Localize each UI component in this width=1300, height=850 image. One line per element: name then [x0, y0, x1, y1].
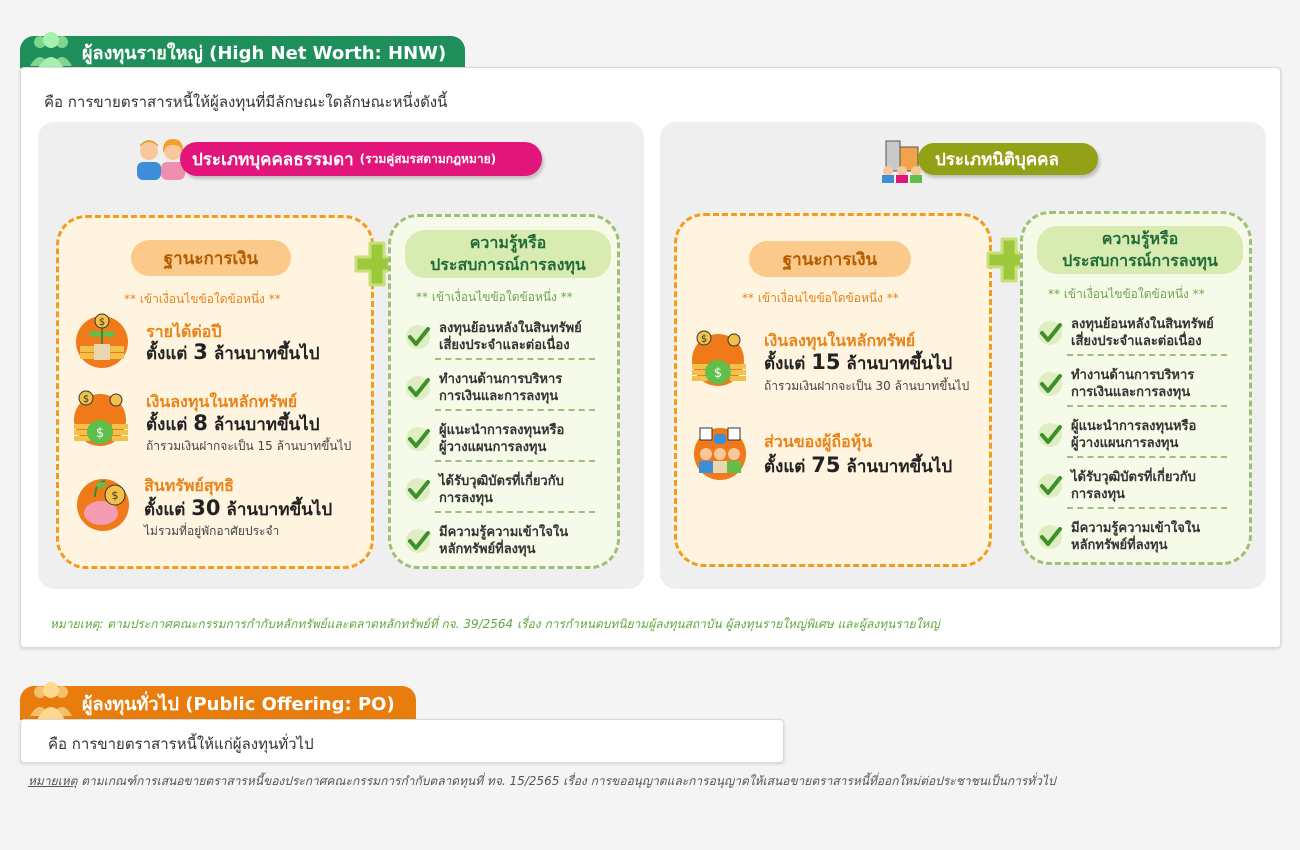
check-icon — [405, 477, 431, 503]
knowledge-item-line-2: ผู้วางแผนการลงทุน — [439, 440, 547, 455]
individual-knowledge-condition: ** เข้าเงื่อนไขข้อใดข้อหนึ่ง ** — [416, 290, 573, 304]
hnw-remark: หมายเหตุ: ตามประกาศคณะกรรมการกำกับหลักทรัพย์และตลาดหลักทรัพย์ที่ กจ. 39/2564 เรื่อง การกำหนดบทนิยามผู้ลงทุนสถาบัน ผู้ลงทุนรายใหญ่พิเศษ และผู้ลงทุนรายใหญ่ — [50, 617, 940, 631]
individual-financial-header: ฐานะการเงิน — [131, 240, 291, 276]
knowledge-item-line-2: การเงินและการลงทุน — [439, 389, 559, 404]
hnw-tab-label: ผู้ลงทุนรายใหญ่ (High Net Worth: HNW) — [82, 42, 447, 64]
knowledge-item-line-1: มีความรู้ความเข้าใจใน — [439, 525, 569, 540]
suffix: ล้านบาทขึ้นไป — [213, 415, 320, 435]
check-icon — [1037, 320, 1063, 346]
divider — [435, 511, 595, 513]
knowledge-item — [439, 473, 564, 507]
check-icon — [1037, 371, 1063, 397]
svg-text:$: $ — [111, 489, 119, 502]
knowledge-item-line-2: เสี่ยงประจำและต่อเนื่อง — [1071, 334, 1202, 349]
check-icon — [405, 426, 431, 452]
divider — [1067, 405, 1227, 407]
juristic-financial-condition: ** เข้าเงื่อนไขข้อใดข้อหนึ่ง ** — [742, 291, 899, 305]
jur-fin-item-1-note: ถ้ารวมเงินฝากจะเป็น 30 ล้านบาทขึ้นไป — [764, 379, 970, 393]
people-icon — [26, 30, 76, 72]
prefix: ตั้งแต่ — [764, 354, 806, 374]
suffix: ล้านบาทขึ้นไป — [213, 344, 320, 364]
po-remark-label: หมายเหตุ — [28, 774, 78, 788]
knowledge-item-line-1: ได้รับวุฒิบัตรที่เกี่ยวกับ — [1071, 470, 1196, 485]
po-intro: คือ การขายตราสารหนี้ให้แก่ผู้ลงทุนทั่วไป — [48, 735, 314, 753]
hnw-intro: คือ การขายตราสารหนี้ให้ผู้ลงทุนที่มีลักษณะใดลักษณะหนึ่งดังนี้ — [44, 93, 448, 111]
money-bag-icon — [690, 330, 746, 386]
ind-fin-item-3-title: สินทรัพย์สุทธิ — [144, 476, 234, 495]
knowledge-item — [1071, 316, 1214, 350]
knowledge-item-line-1: ทำงานด้านการบริหาร — [439, 372, 563, 387]
knowledge-item-line-2: หลักทรัพย์ที่ลงทุน — [1071, 538, 1168, 553]
svg-text:$: $ — [98, 317, 106, 328]
divider — [1067, 456, 1227, 458]
individual-financial-condition: ** เข้าเงื่อนไขข้อใดข้อหนึ่ง ** — [124, 292, 281, 306]
check-icon — [1037, 524, 1063, 550]
suffix: ล้านบาทขึ้นไป — [846, 354, 953, 374]
knowledge-item-line-1: ผู้แนะนำการลงทุนหรือ — [1071, 419, 1197, 434]
knowledge-item-line-1: มีความรู้ความเข้าใจใน — [1071, 521, 1201, 536]
svg-text:$: $ — [95, 426, 105, 441]
knowledge-item-line-1: ผู้แนะนำการลงทุนหรือ — [439, 423, 565, 438]
divider — [435, 409, 595, 411]
knowledge-item-line-1: ทำงานด้านการบริหาร — [1071, 368, 1195, 383]
people-icon — [26, 680, 76, 722]
knowledge-item — [439, 320, 582, 354]
knowledge-item-line-2: การลงทุน — [1071, 487, 1125, 502]
knowledge-item — [1071, 520, 1200, 554]
knowledge-item-line-2: การเงินและการลงทุน — [1071, 385, 1191, 400]
juristic-knowledge-condition: ** เข้าเงื่อนไขข้อใดข้อหนึ่ง ** — [1048, 287, 1205, 301]
knowledge-item — [439, 422, 564, 456]
divider — [435, 460, 595, 462]
knowledge-item — [1071, 469, 1196, 503]
ind-fin-item-1-title: รายได้ต่อปี — [146, 322, 222, 341]
jur-fin-item-2-amount — [764, 453, 952, 480]
check-icon — [1037, 422, 1063, 448]
amount-number: 8 — [193, 411, 208, 435]
ind-fin-item-3-amount — [144, 496, 332, 523]
ind-fin-item-2-amount — [146, 411, 320, 438]
juristic-knowledge-header — [1037, 226, 1243, 274]
header-line-1: ความรู้หรือ — [469, 233, 547, 252]
prefix: ตั้งแต่ — [146, 415, 188, 435]
header-line-2: ประสบการณ์การลงทุน — [1062, 251, 1218, 270]
juristic-title: ประเภทนิติบุคคล — [935, 149, 1059, 170]
check-icon — [1037, 473, 1063, 499]
jur-fin-item-2-title: ส่วนของผู้ถือหุ้น — [764, 432, 873, 451]
shareholders-icon — [692, 424, 748, 480]
hnw-tab — [20, 36, 465, 68]
amount-number: 3 — [193, 340, 208, 364]
prefix: ตั้งแต่ — [764, 457, 806, 477]
knowledge-item-line-2: การลงทุน — [439, 491, 493, 506]
knowledge-item — [1071, 367, 1194, 401]
ind-fin-item-3-note: ไม่รวมที่อยู่พักอาศัยประจำ — [144, 524, 280, 538]
amount-number: 15 — [811, 350, 841, 374]
po-remark — [28, 772, 1056, 791]
header-line-1: ความรู้หรือ — [1101, 229, 1179, 248]
piggy-bank-icon — [75, 475, 131, 531]
knowledge-item-line-2: ผู้วางแผนการลงทุน — [1071, 436, 1179, 451]
divider — [435, 358, 595, 360]
individual-title-sub: (รวมคู่สมรสตามกฎหมาย) — [359, 151, 497, 166]
suffix: ล้านบาทขึ้นไป — [226, 500, 333, 520]
po-tab — [20, 686, 416, 720]
jur-fin-item-1-amount — [764, 350, 952, 377]
ind-fin-item-2-title: เงินลงทุนในหลักทรัพย์ — [146, 392, 298, 411]
knowledge-item — [439, 524, 568, 558]
svg-text:$: $ — [713, 366, 723, 381]
check-icon — [405, 375, 431, 401]
knowledge-item-line-2: เสี่ยงประจำและต่อเนื่อง — [439, 338, 570, 353]
juristic-financial-header: ฐานะการเงิน — [749, 241, 911, 277]
knowledge-item-line-1: ได้รับวุฒิบัตรที่เกี่ยวกับ — [439, 474, 564, 489]
knowledge-item-line-1: ลงทุนย้อนหลังในสินทรัพย์ — [439, 321, 582, 336]
individual-title-pill — [180, 142, 542, 176]
amount-number: 75 — [811, 453, 841, 477]
divider — [1067, 507, 1227, 509]
ind-fin-item-2-note: ถ้ารวมเงินฝากจะเป็น 15 ล้านบาทขึ้นไป — [146, 439, 352, 453]
suffix: ล้านบาทขึ้นไป — [846, 457, 953, 477]
individual-title: ประเภทบุคคลธรรมดา — [192, 149, 354, 170]
knowledge-item — [1071, 418, 1196, 452]
check-icon — [405, 528, 431, 554]
prefix: ตั้งแต่ — [146, 344, 188, 364]
knowledge-item-line-1: ลงทุนย้อนหลังในสินทรัพย์ — [1071, 317, 1214, 332]
individual-knowledge-header — [405, 230, 611, 278]
divider — [1067, 354, 1227, 356]
knowledge-item — [439, 371, 562, 405]
header-line-2: ประสบการณ์การลงทุน — [430, 255, 586, 274]
juristic-title-pill — [918, 143, 1098, 175]
svg-text:$: $ — [700, 334, 708, 345]
knowledge-item-line-2: หลักทรัพย์ที่ลงทุน — [439, 542, 536, 557]
coin-plant-icon — [74, 312, 130, 368]
svg-text:$: $ — [82, 394, 90, 405]
ind-fin-item-1-amount — [146, 340, 320, 367]
money-bag-icon — [72, 390, 128, 446]
prefix: ตั้งแต่ — [144, 500, 186, 520]
po-remark-text: ตามเกณฑ์การเสนอขายตราสารหนี้ของประกาศคณะกรรมการกำกับตลาดทุนที่ ทจ. 15/2565 เรื่อง การขออนุญาตและการอนุญาตให้เสนอขายตราสารหนี้ที่ออกใหม่ต่อประชาชนเป็นการทั่วไป — [81, 774, 1056, 788]
jur-fin-item-1-title: เงินลงทุนในหลักทรัพย์ — [764, 331, 916, 350]
po-tab-label: ผู้ลงทุนทั่วไป (Public Offering: PO) — [82, 693, 395, 715]
amount-number: 30 — [191, 496, 221, 520]
check-icon — [405, 324, 431, 350]
